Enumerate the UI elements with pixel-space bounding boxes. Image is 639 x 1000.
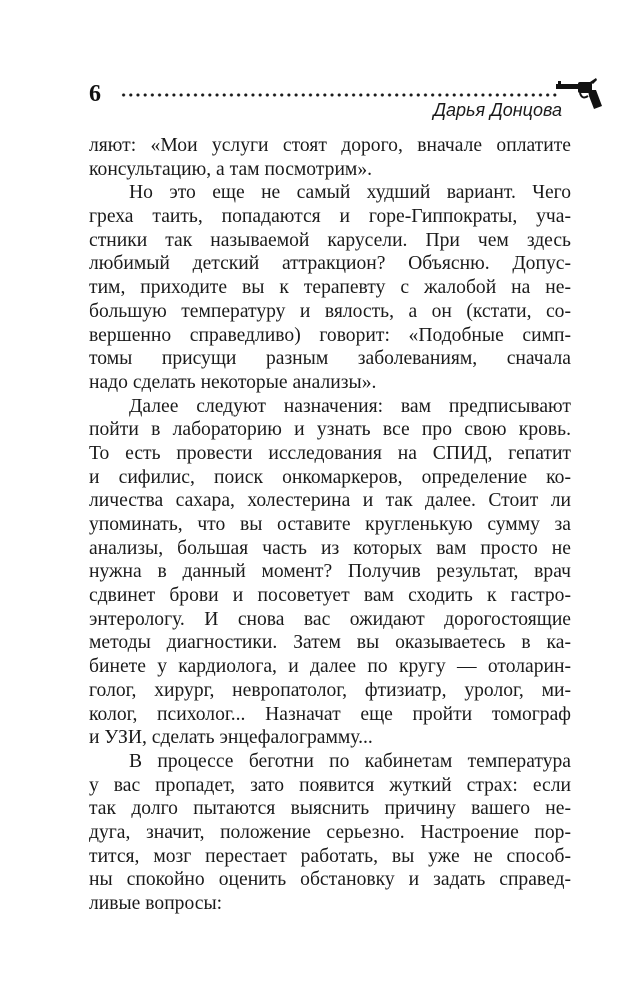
text-line: томы присущи разным заболеваниям, сначала (89, 348, 571, 370)
text-line: В процессе беготни по кабинетам температура (129, 750, 571, 772)
text-line: нужна в данный момент? Получив результат, врач (89, 561, 571, 583)
text-line: личества сахара, холестерина и так далее. Стоит ли (89, 490, 571, 512)
text-line: у вас пропадет, зато появится жуткий страх: если (89, 774, 571, 796)
text-line: тится, мозг перестает работать, вы уже не способ- (89, 845, 571, 867)
text-line: консультацию, а там посмотрим». (89, 158, 373, 180)
text-line: вершенно справедливо) говорит: «Подобные симп- (89, 324, 571, 346)
text-line: стники так называемой карусели. При чем здесь (89, 229, 571, 251)
text-line: энтерологу. И снова вас ожидают дорогостоящие (89, 608, 571, 630)
text-line: тим, приходите вы к терапевту с жалобой на не- (89, 277, 571, 299)
revolver-icon (556, 78, 602, 110)
text-line: То есть провести исследования на СПИД, гепатит (89, 442, 571, 464)
body-text (89, 134, 571, 916)
text-line: и сифилис, поиск онкомаркеров, определение ко- (89, 466, 571, 488)
text-line: ны спокойно оценить обстановку и задать справед- (89, 869, 571, 891)
text-line: Но это еще не самый худший вариант. Чего (129, 182, 571, 204)
dotted-rule (120, 93, 560, 97)
text-line: надо сделать некоторые анализы». (89, 371, 377, 393)
text-line: греха таить, попадаются и горе-Гиппократы, уча- (89, 206, 571, 228)
text-line: дуга, значит, положение серьезно. Настроение пор- (89, 821, 571, 843)
text-line: так долго пытаются выяснить причину вашего не- (89, 798, 571, 820)
text-line: упоминать, что вы оставите кругленькую сумму за (89, 514, 571, 535)
text-line: методы диагностики. Затем вы оказываетесь в ка- (89, 632, 571, 654)
text-line: бинете у кардиолога, и далее по кругу — отоларин- (89, 656, 571, 678)
text-line: Далее следуют назначения: вам предписывают (129, 395, 571, 417)
page-number: 6 (89, 81, 101, 107)
text-line: ливые вопросы: (89, 893, 223, 914)
text-line: и УЗИ, сделать энцефалограмму... (89, 727, 373, 749)
text-line: колог, психолог... Назначат еще пройти томограф (89, 703, 571, 725)
text-line: ляют: «Мои услуги стоят дорого, вначале оплатите (89, 135, 571, 156)
text-line: пойти в лабораторию и узнать все про свою кровь. (89, 419, 571, 441)
text-line: сдвинет брови и посоветует вам сходить к гастро- (89, 585, 571, 607)
text-line: анализы, большая часть из которых вам просто не (89, 537, 571, 559)
text-line: голог, хирург, невропатолог, фтизиатр, уролог, ми- (89, 679, 571, 701)
text-line: большую температуру и вялость, а он (кстати, со- (89, 300, 571, 322)
running-header-author: Дарья Донцова (433, 100, 562, 120)
text-line: любимый детский аттракцион? Объясню. Допус- (89, 253, 571, 275)
